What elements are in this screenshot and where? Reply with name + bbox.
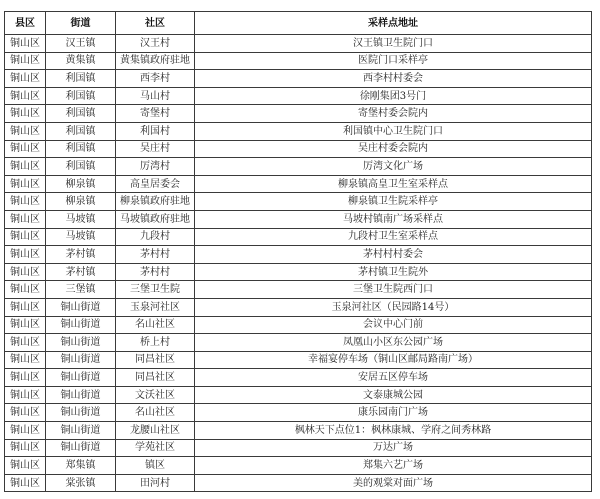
table-row — [5, 35, 592, 53]
cell-community: 马山村 — [116, 87, 195, 105]
cell-street: 利国镇 — [46, 105, 116, 123]
table-row — [5, 52, 592, 70]
cell-sampling-address: 凤凰山小区东公园广场 — [195, 334, 592, 352]
cell-street: 铜山街道 — [46, 422, 116, 440]
cell-community: 马坡镇政府驻地 — [116, 210, 195, 228]
cell-sampling-address: 西李村村委会 — [195, 70, 592, 88]
cell-county: 铜山区 — [5, 158, 46, 176]
cell-county: 铜山区 — [5, 35, 46, 53]
cell-county: 铜山区 — [5, 439, 46, 457]
cell-community: 学苑社区 — [116, 439, 195, 457]
sampling-points-table — [4, 11, 592, 492]
cell-county: 铜山区 — [5, 386, 46, 404]
cell-county: 铜山区 — [5, 175, 46, 193]
table-row — [5, 193, 592, 211]
table-row — [5, 298, 592, 316]
cell-street: 马坡镇 — [46, 210, 116, 228]
cell-sampling-address: 徐刚集团3号门 — [195, 87, 592, 105]
table-row — [5, 351, 592, 369]
cell-community: 柳泉镇政府驻地 — [116, 193, 195, 211]
cell-sampling-address: 幸福宴停车场（铜山区邮局路南广场） — [195, 351, 592, 369]
cell-community: 茅村村 — [116, 246, 195, 264]
cell-county: 铜山区 — [5, 422, 46, 440]
table-row — [5, 158, 592, 176]
cell-sampling-address: 郑集六艺广场 — [195, 457, 592, 475]
table-row — [5, 281, 592, 299]
cell-community: 吴庄村 — [116, 140, 195, 158]
cell-community: 黄集镇政府驻地 — [116, 52, 195, 70]
cell-county: 铜山区 — [5, 140, 46, 158]
table-row — [5, 457, 592, 475]
cell-street: 郑集镇 — [46, 457, 116, 475]
table-row — [5, 474, 592, 492]
cell-sampling-address: 枫林天下点位1：枫林康城、学府之间秀林路 — [195, 422, 592, 440]
cell-sampling-address: 利国镇中心卫生院门口 — [195, 122, 592, 140]
cell-county: 铜山区 — [5, 246, 46, 264]
cell-street: 利国镇 — [46, 140, 116, 158]
header-community: 社区 — [116, 12, 195, 35]
cell-street: 马坡镇 — [46, 228, 116, 246]
cell-county: 铜山区 — [5, 369, 46, 387]
cell-community: 利国村 — [116, 122, 195, 140]
cell-sampling-address: 茅村村村委会 — [195, 246, 592, 264]
cell-county: 铜山区 — [5, 263, 46, 281]
cell-street: 利国镇 — [46, 70, 116, 88]
cell-community: 镇区 — [116, 457, 195, 475]
cell-community: 玉泉河社区 — [116, 298, 195, 316]
cell-county: 铜山区 — [5, 122, 46, 140]
table-row — [5, 386, 592, 404]
cell-sampling-address: 美的观棠对面广场 — [195, 474, 592, 492]
cell-county: 铜山区 — [5, 298, 46, 316]
cell-street: 利国镇 — [46, 87, 116, 105]
table-row — [5, 140, 592, 158]
cell-community: 高皇居委会 — [116, 175, 195, 193]
table-row — [5, 246, 592, 264]
cell-street: 利国镇 — [46, 122, 116, 140]
cell-street: 铜山街道 — [46, 334, 116, 352]
cell-street: 铜山街道 — [46, 351, 116, 369]
cell-sampling-address: 玉泉河社区（民园路14号） — [195, 298, 592, 316]
cell-street: 铜山街道 — [46, 369, 116, 387]
cell-sampling-address: 厉湾文化广场 — [195, 158, 592, 176]
table-row — [5, 263, 592, 281]
cell-street: 利国镇 — [46, 158, 116, 176]
cell-sampling-address: 吴庄村委会院内 — [195, 140, 592, 158]
cell-sampling-address: 三堡卫生院西门口 — [195, 281, 592, 299]
cell-community: 田河村 — [116, 474, 195, 492]
cell-street: 三堡镇 — [46, 281, 116, 299]
cell-community: 桥上村 — [116, 334, 195, 352]
table-row — [5, 404, 592, 422]
header-county: 县区 — [5, 12, 46, 35]
cell-county: 铜山区 — [5, 404, 46, 422]
cell-sampling-address: 茅村镇卫生院外 — [195, 263, 592, 281]
cell-county: 铜山区 — [5, 228, 46, 246]
cell-county: 铜山区 — [5, 316, 46, 334]
cell-community: 厉湾村 — [116, 158, 195, 176]
table-row — [5, 70, 592, 88]
cell-sampling-address: 康乐园南门广场 — [195, 404, 592, 422]
cell-sampling-address: 万达广场 — [195, 439, 592, 457]
cell-community: 同昌社区 — [116, 351, 195, 369]
cell-county: 铜山区 — [5, 105, 46, 123]
cell-sampling-address: 寄堡村委会院内 — [195, 105, 592, 123]
table-row — [5, 334, 592, 352]
cell-street: 茅村镇 — [46, 246, 116, 264]
cell-community: 三堡卫生院 — [116, 281, 195, 299]
cell-county: 铜山区 — [5, 52, 46, 70]
cell-sampling-address: 马坡村镇南广场采样点 — [195, 210, 592, 228]
table-row — [5, 210, 592, 228]
table-row — [5, 439, 592, 457]
cell-county: 铜山区 — [5, 281, 46, 299]
header-row — [5, 12, 592, 35]
cell-sampling-address: 柳泉镇卫生院采样亭 — [195, 193, 592, 211]
cell-community: 九段村 — [116, 228, 195, 246]
cell-community: 龙腰山社区 — [116, 422, 195, 440]
table-row — [5, 105, 592, 123]
cell-sampling-address: 九段村卫生室采样点 — [195, 228, 592, 246]
cell-community: 同昌社区 — [116, 369, 195, 387]
table-row — [5, 228, 592, 246]
cell-street: 柳泉镇 — [46, 175, 116, 193]
cell-sampling-address: 安居五区停车场 — [195, 369, 592, 387]
cell-county: 铜山区 — [5, 87, 46, 105]
cell-county: 铜山区 — [5, 474, 46, 492]
cell-county: 铜山区 — [5, 193, 46, 211]
cell-community: 名山社区 — [116, 404, 195, 422]
cell-street: 铜山街道 — [46, 404, 116, 422]
cell-street: 铜山街道 — [46, 439, 116, 457]
cell-sampling-address: 文泰康城公园 — [195, 386, 592, 404]
cell-street: 铜山街道 — [46, 386, 116, 404]
header-sampling-address: 采样点地址 — [195, 12, 592, 35]
cell-county: 铜山区 — [5, 457, 46, 475]
cell-county: 铜山区 — [5, 351, 46, 369]
cell-community: 茅村村 — [116, 263, 195, 281]
cell-county: 铜山区 — [5, 210, 46, 228]
table-row — [5, 316, 592, 334]
cell-county: 铜山区 — [5, 334, 46, 352]
table-row — [5, 122, 592, 140]
cell-sampling-address: 会议中心门前 — [195, 316, 592, 334]
cell-community: 汉王村 — [116, 35, 195, 53]
cell-sampling-address: 柳泉镇高皇卫生室采样点 — [195, 175, 592, 193]
cell-sampling-address: 汉王镇卫生院门口 — [195, 35, 592, 53]
table-row — [5, 369, 592, 387]
cell-street: 铜山街道 — [46, 298, 116, 316]
table-row — [5, 87, 592, 105]
cell-community: 寄堡村 — [116, 105, 195, 123]
header-street: 街道 — [46, 12, 116, 35]
cell-county: 铜山区 — [5, 70, 46, 88]
cell-street: 汉王镇 — [46, 35, 116, 53]
table-row — [5, 175, 592, 193]
table-row — [5, 422, 592, 440]
cell-street: 茅村镇 — [46, 263, 116, 281]
cell-community: 文沃社区 — [116, 386, 195, 404]
cell-street: 柳泉镇 — [46, 193, 116, 211]
cell-community: 西李村 — [116, 70, 195, 88]
cell-community: 名山社区 — [116, 316, 195, 334]
cell-street: 棠张镇 — [46, 474, 116, 492]
cell-street: 铜山街道 — [46, 316, 116, 334]
cell-sampling-address: 医院门口采样亭 — [195, 52, 592, 70]
cell-street: 黄集镇 — [46, 52, 116, 70]
